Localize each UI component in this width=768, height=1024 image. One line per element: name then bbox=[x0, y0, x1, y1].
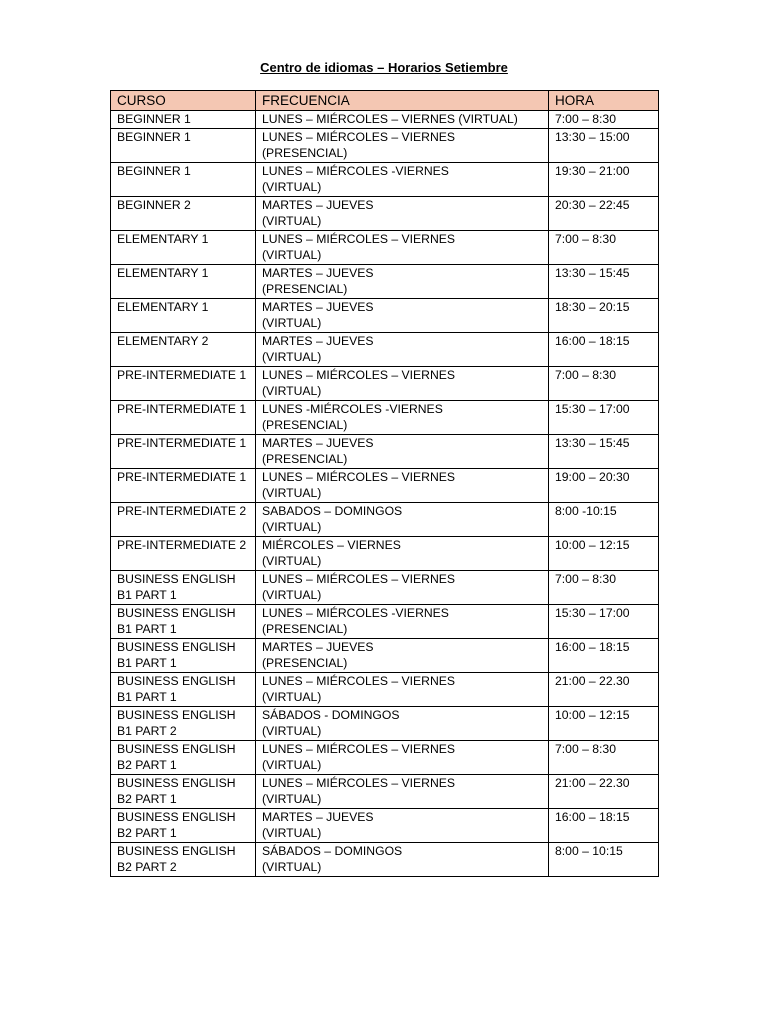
schedule-table bbox=[110, 90, 659, 877]
table-row bbox=[111, 502, 659, 536]
table-row bbox=[111, 706, 659, 740]
cell-curso: PRE-INTERMEDIATE 1 bbox=[111, 468, 256, 502]
table-row bbox=[111, 604, 659, 638]
table-row bbox=[111, 808, 659, 842]
cell-hora: 21:00 – 22.30 bbox=[549, 672, 659, 706]
table-row bbox=[111, 264, 659, 298]
table-body bbox=[111, 111, 659, 877]
table-row bbox=[111, 162, 659, 196]
table-row bbox=[111, 774, 659, 808]
cell-hora: 16:00 – 18:15 bbox=[549, 638, 659, 672]
cell-frecuencia: LUNES – MIÉRCOLES – VIERNES (VIRTUAL) bbox=[256, 774, 549, 808]
cell-frecuencia: MARTES – JUEVES (VIRTUAL) bbox=[256, 808, 549, 842]
cell-curso: BUSINESS ENGLISH B1 PART 1 bbox=[111, 604, 256, 638]
column-header-hora: HORA bbox=[549, 91, 659, 111]
cell-curso: PRE-INTERMEDIATE 1 bbox=[111, 366, 256, 400]
cell-frecuencia: LUNES – MIÉRCOLES – VIERNES (PRESENCIAL) bbox=[256, 128, 549, 162]
table-row bbox=[111, 400, 659, 434]
cell-frecuencia: MARTES – JUEVES (PRESENCIAL) bbox=[256, 264, 549, 298]
cell-hora: 21:00 – 22.30 bbox=[549, 774, 659, 808]
cell-hora: 19:30 – 21:00 bbox=[549, 162, 659, 196]
cell-frecuencia: LUNES – MIÉRCOLES – VIERNES (VIRTUAL) bbox=[256, 230, 549, 264]
cell-curso: BUSINESS ENGLISH B2 PART 1 bbox=[111, 740, 256, 774]
column-header-curso: CURSO bbox=[111, 91, 256, 111]
cell-hora: 13:30 – 15:00 bbox=[549, 128, 659, 162]
cell-curso: PRE-INTERMEDIATE 2 bbox=[111, 536, 256, 570]
cell-hora: 13:30 – 15:45 bbox=[549, 264, 659, 298]
cell-curso: ELEMENTARY 1 bbox=[111, 230, 256, 264]
cell-hora: 16:00 – 18:15 bbox=[549, 808, 659, 842]
cell-curso: BUSINESS ENGLISH B1 PART 1 bbox=[111, 570, 256, 604]
cell-hora: 20:30 – 22:45 bbox=[549, 196, 659, 230]
cell-curso: BEGINNER 2 bbox=[111, 196, 256, 230]
cell-curso: BUSINESS ENGLISH B2 PART 1 bbox=[111, 774, 256, 808]
cell-frecuencia: MARTES – JUEVES (PRESENCIAL) bbox=[256, 434, 549, 468]
cell-frecuencia: SABADOS – DOMINGOS (VIRTUAL) bbox=[256, 502, 549, 536]
cell-hora: 8:00 -10:15 bbox=[549, 502, 659, 536]
cell-hora: 19:00 – 20:30 bbox=[549, 468, 659, 502]
cell-curso: BUSINESS ENGLISH B1 PART 2 bbox=[111, 706, 256, 740]
cell-curso: BEGINNER 1 bbox=[111, 111, 256, 129]
cell-frecuencia: SÁBADOS – DOMINGOS (VIRTUAL) bbox=[256, 842, 549, 876]
cell-frecuencia: LUNES – MIÉRCOLES – VIERNES (VIRTUAL) bbox=[256, 468, 549, 502]
cell-hora: 13:30 – 15:45 bbox=[549, 434, 659, 468]
table-row bbox=[111, 298, 659, 332]
table-row bbox=[111, 672, 659, 706]
table-row bbox=[111, 111, 659, 129]
cell-frecuencia: SÁBADOS - DOMINGOS (VIRTUAL) bbox=[256, 706, 549, 740]
cell-frecuencia: LUNES – MIÉRCOLES -VIERNES (PRESENCIAL) bbox=[256, 604, 549, 638]
table-row bbox=[111, 842, 659, 876]
table-row bbox=[111, 434, 659, 468]
cell-frecuencia: MARTES – JUEVES (VIRTUAL) bbox=[256, 196, 549, 230]
table-row bbox=[111, 128, 659, 162]
cell-frecuencia: LUNES -MIÉRCOLES -VIERNES (PRESENCIAL) bbox=[256, 400, 549, 434]
cell-hora: 16:00 – 18:15 bbox=[549, 332, 659, 366]
cell-curso: BUSINESS ENGLISH B2 PART 2 bbox=[111, 842, 256, 876]
table-row bbox=[111, 740, 659, 774]
table-header-row bbox=[111, 91, 659, 111]
cell-frecuencia: LUNES – MIÉRCOLES – VIERNES (VIRTUAL) bbox=[256, 740, 549, 774]
cell-hora: 10:00 – 12:15 bbox=[549, 536, 659, 570]
cell-frecuencia: MIÉRCOLES – VIERNES (VIRTUAL) bbox=[256, 536, 549, 570]
cell-curso: PRE-INTERMEDIATE 1 bbox=[111, 400, 256, 434]
cell-hora: 15:30 – 17:00 bbox=[549, 604, 659, 638]
table-row bbox=[111, 468, 659, 502]
cell-frecuencia: LUNES – MIÉRCOLES – VIERNES (VIRTUAL) bbox=[256, 111, 549, 129]
cell-frecuencia: MARTES – JUEVES (VIRTUAL) bbox=[256, 298, 549, 332]
cell-frecuencia: MARTES – JUEVES (PRESENCIAL) bbox=[256, 638, 549, 672]
cell-frecuencia: LUNES – MIÉRCOLES -VIERNES (VIRTUAL) bbox=[256, 162, 549, 196]
cell-hora: 10:00 – 12:15 bbox=[549, 706, 659, 740]
cell-hora: 7:00 – 8:30 bbox=[549, 366, 659, 400]
cell-frecuencia: LUNES – MIÉRCOLES – VIERNES (VIRTUAL) bbox=[256, 672, 549, 706]
cell-curso: ELEMENTARY 2 bbox=[111, 332, 256, 366]
table-row bbox=[111, 638, 659, 672]
table-row bbox=[111, 366, 659, 400]
page-title: Centro de idiomas – Horarios Setiembre bbox=[260, 60, 508, 75]
cell-hora: 8:00 – 10:15 bbox=[549, 842, 659, 876]
table-row bbox=[111, 332, 659, 366]
cell-hora: 7:00 – 8:30 bbox=[549, 230, 659, 264]
cell-frecuencia: MARTES – JUEVES (VIRTUAL) bbox=[256, 332, 549, 366]
table-row bbox=[111, 196, 659, 230]
cell-curso: BUSINESS ENGLISH B2 PART 1 bbox=[111, 808, 256, 842]
cell-frecuencia: LUNES – MIÉRCOLES – VIERNES (VIRTUAL) bbox=[256, 366, 549, 400]
cell-frecuencia: LUNES – MIÉRCOLES – VIERNES (VIRTUAL) bbox=[256, 570, 549, 604]
cell-curso: BUSINESS ENGLISH B1 PART 1 bbox=[111, 672, 256, 706]
table-row bbox=[111, 536, 659, 570]
cell-hora: 7:00 – 8:30 bbox=[549, 111, 659, 129]
cell-curso: ELEMENTARY 1 bbox=[111, 298, 256, 332]
cell-hora: 15:30 – 17:00 bbox=[549, 400, 659, 434]
table-row bbox=[111, 570, 659, 604]
cell-curso: ELEMENTARY 1 bbox=[111, 264, 256, 298]
cell-curso: BEGINNER 1 bbox=[111, 128, 256, 162]
table-row bbox=[111, 230, 659, 264]
cell-hora: 7:00 – 8:30 bbox=[549, 570, 659, 604]
cell-hora: 7:00 – 8:30 bbox=[549, 740, 659, 774]
cell-curso: BEGINNER 1 bbox=[111, 162, 256, 196]
cell-curso: BUSINESS ENGLISH B1 PART 1 bbox=[111, 638, 256, 672]
cell-curso: PRE-INTERMEDIATE 2 bbox=[111, 502, 256, 536]
column-header-frecuencia: FRECUENCIA bbox=[256, 91, 549, 111]
cell-hora: 18:30 – 20:15 bbox=[549, 298, 659, 332]
cell-curso: PRE-INTERMEDIATE 1 bbox=[111, 434, 256, 468]
